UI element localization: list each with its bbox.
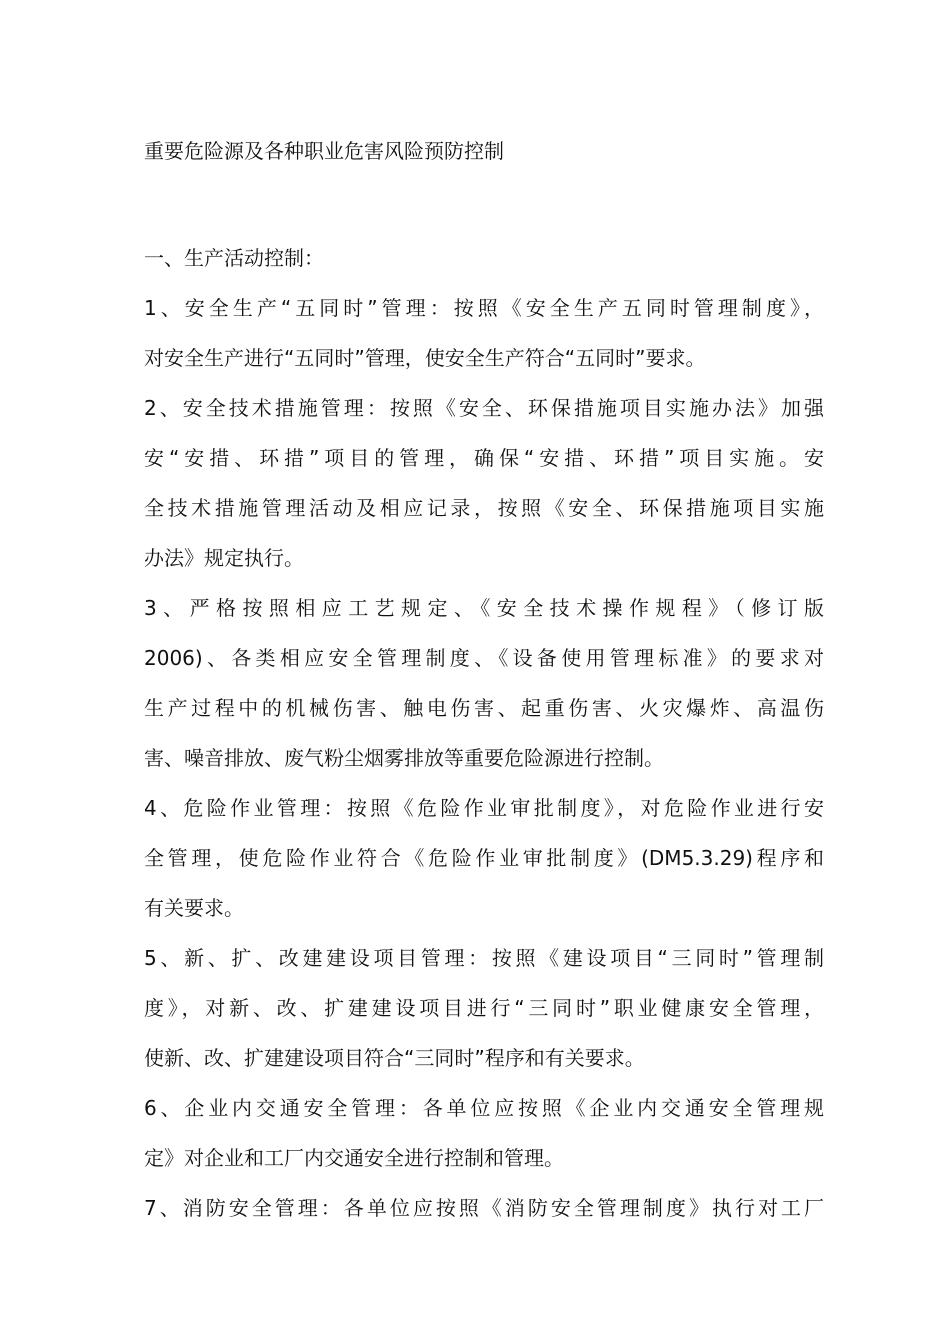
paragraph-line: 7、消防安全管理：各单位应按照《消防安全管理制度》执行对工厂 [144, 1196, 824, 1220]
paragraph-line: 安“安措、环措”项目的管理，确保“安措、环措”项目实施。安 [144, 446, 824, 470]
paragraph-line: 2、安全技术措施管理：按照《安全、环保措施项目实施办法》加强 [144, 396, 824, 420]
paragraph-line: 有关要求。 [144, 896, 244, 920]
paragraph-line: 3、严格按照相应工艺规定、《安全技术操作规程》（修订版 [144, 596, 824, 620]
paragraph-line: 4、危险作业管理：按照《危险作业审批制度》，对危险作业进行安 [144, 796, 824, 820]
paragraph-line: 2006)、各类相应安全管理制度、《设备使用管理标准》的要求对 [144, 646, 824, 670]
paragraph-line: 办法》规定执行。 [144, 546, 304, 570]
document-body [144, 233, 824, 1233]
paragraph-line: 全技术措施管理活动及相应记录，按照《安全、环保措施项目实施 [144, 496, 824, 520]
paragraph-line: 1、安全生产“五同时”管理：按照《安全生产五同时管理制度》， [144, 296, 824, 320]
paragraph-line: 定》对企业和工厂内交通安全进行控制和管理。 [144, 1146, 564, 1170]
paragraph-line: 对安全生产进行“五同时”管理，使安全生产符合“五同时”要求。 [144, 346, 706, 370]
paragraph-line: 全管理，使危险作业符合《危险作业审批制度》(DM5.3.29)程序和 [144, 846, 824, 870]
paragraph-line: 度》，对新、改、扩建建设项目进行“三同时”职业健康安全管理， [144, 996, 824, 1020]
paragraph-line: 害、噪音排放、废气粉尘烟雾排放等重要危险源进行控制。 [144, 746, 664, 770]
section-heading: 一、生产活动控制： [144, 246, 324, 270]
paragraph-line: 使新、改、扩建建设项目符合“三同时”程序和有关要求。 [144, 1046, 645, 1070]
document-title: 重要危险源及各种职业危害风险预防控制 [144, 139, 504, 163]
paragraph-line: 生产过程中的机械伤害、触电伤害、起重伤害、火灾爆炸、高温伤 [144, 696, 824, 720]
paragraph-line: 6、企业内交通安全管理：各单位应按照《企业内交通安全管理规 [144, 1096, 824, 1120]
paragraph-line: 5、新、扩、改建建设项目管理：按照《建设项目“三同时”管理制 [144, 946, 824, 970]
